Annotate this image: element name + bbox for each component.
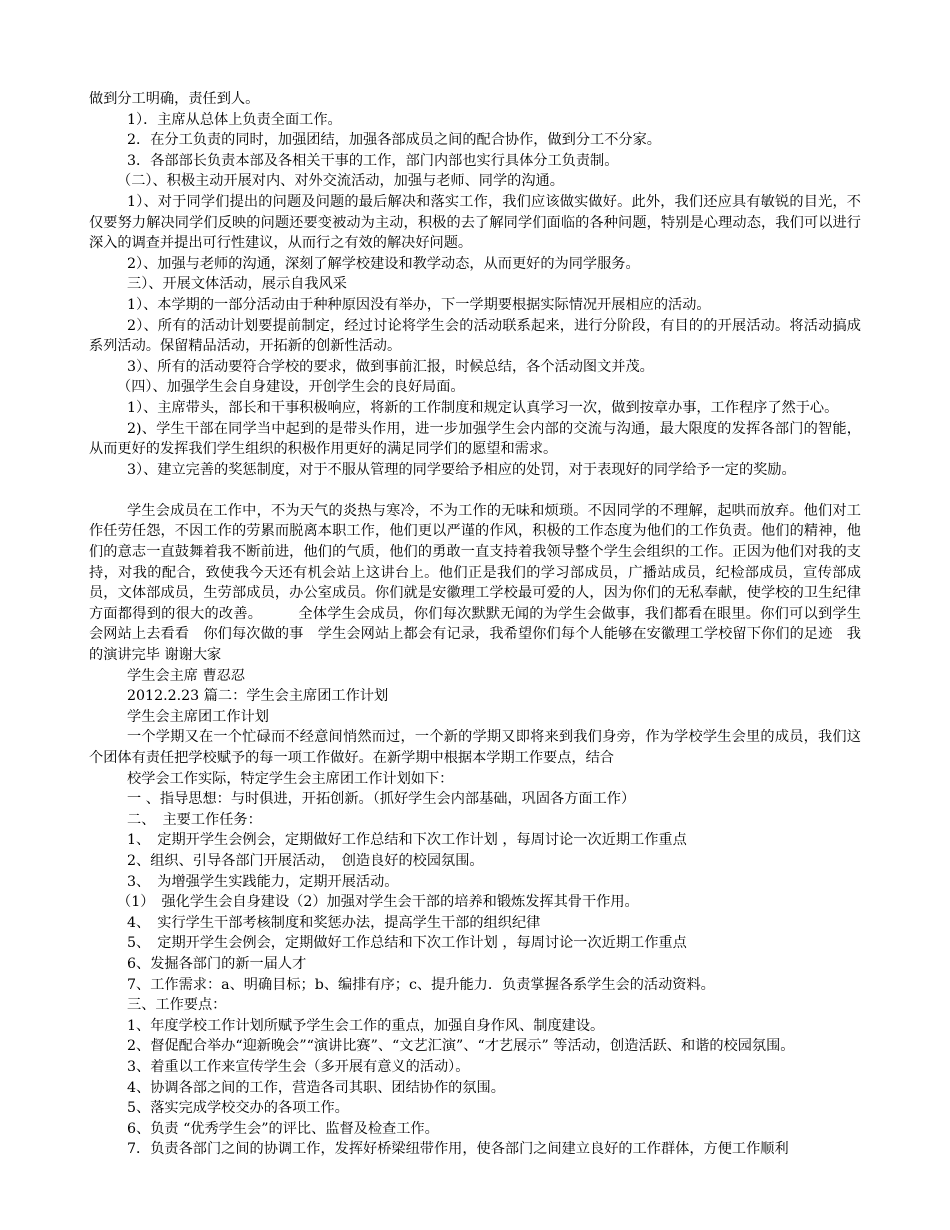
paragraph: 3．各部部长负责本部及各相关干事的工作，部门内部也实行具体分工负责制。: [127, 152, 619, 169]
paragraph: 6、发掘各部门的新一届人才: [127, 955, 307, 972]
blank-line: [89, 480, 861, 501]
paragraph: 4、 实行学生干部考核制度和奖惩办法，提高学生干部的组织纪律: [127, 914, 541, 931]
paragraph: 学生会主席团工作计划: [127, 708, 269, 725]
paragraph: 学生会主席 曹忍忍: [127, 667, 246, 684]
paragraph: 2、督促配合举办“迎新晚会”“演讲比赛”、“文艺汇演”、“才艺展示” 等活动，创造活跃、和谐的校园氛围。: [127, 1038, 795, 1055]
paragraph: 3、着重以工作来宣传学生会（多开展有意义的活动）。: [127, 1058, 470, 1075]
paragraph: 7．负责各部门之间的协调工作，发挥好桥梁纽带作用，使各部门之间建立良好的工作群体，方便工作顺利: [127, 1141, 789, 1158]
paragraph: 1）、本学期的一部分活动由于种种原因没有举办，下一学期要根据实际情况开展相应的活动。: [127, 296, 711, 313]
paragraph: 3、 为增强学生实践能力，定期开展活动。: [127, 873, 399, 890]
paragraph: 二、 主要工作任务：: [127, 811, 262, 828]
paragraph: 1）、对于同学们提出的问题及问题的最后解决和落实工作，我们应该做实做好。此外，我们还应具有敏锐的目光，不仅要努力解决同学们反映的问题还要变被动为主动，积极的去了解同学们面临的各种问题，特别是心理动态，我们可以进行深入的调查并提出可行性建议，从而行之有效的解决好问题。: [89, 193, 861, 252]
paragraph: 2、组织、引导各部门开展活动， 创造良好的校园氛围。: [127, 852, 484, 869]
paragraph: 4、协调各部之间的工作，营造各司其职、团结协作的氛围。: [127, 1079, 505, 1096]
paragraph: 2）、加强与老师的沟通，深刻了解学校建设和教学动态，从而更好的为同学服务。: [127, 255, 640, 272]
paragraph: 3）、所有的活动要符合学校的要求，做到事前汇报，时候总结，各个活动图文并茂。: [127, 358, 654, 375]
paragraph: 2)、学生干部在同学当中起到的是带头作用，进一步加强学生会内部的交流与沟通，最大限度的发挥各部门的智能，从而更好的发挥我们学生组织的积极作用更好的满足同学们的愿望和需求。: [89, 420, 861, 458]
paragraph: 5、落实完成学校交办的各项工作。: [127, 1100, 349, 1117]
paragraph: 5、 定期开学生会例会，定期做好工作总结和下次工作计划 ，每周讨论一次近期工作重点: [127, 935, 687, 952]
paragraph: 校学会工作实际，特定学生会主席团工作计划如下：: [127, 770, 454, 787]
paragraph: 1）、主席带头，部长和干事积极响应，将新的工作制度和规定认真学习一次，做到按章办事，工作程序了然于心。: [127, 399, 839, 416]
paragraph: 做到分工明确，责任到人。: [89, 91, 260, 107]
document-page: [89, 89, 861, 1160]
paragraph: 三）、开展文体活动，展示自我风采: [127, 276, 347, 293]
paragraph: 7、工作需求：a、明确目标；b、编排有序；c、提升能力．负责掌握各系学生会的活动资料。: [127, 976, 715, 993]
paragraph: 2．在分工负责的同时，加强团结，加强各部成员之间的配合协作，做到分工不分家。: [127, 132, 661, 149]
paragraph: 2）、所有的活动计划要提前制定，经过讨论将学生会的活动联系起来，进行分阶段，有目的的开展活动。将活动搞成系列活动。保留精品活动，开拓新的创新性活动。: [89, 317, 861, 355]
paragraph: （二）、积极主动开展对内、对外交流活动，加强与老师、同学的沟通。: [117, 173, 564, 190]
paragraph: （1） 强化学生会自身建设（2）加强对学生会干部的培养和锻炼发挥其骨干作用。: [117, 894, 639, 911]
paragraph: 1、 定期开学生会例会，定期做好工作总结和下次工作计划 ，每周讨论一次近期工作重点: [127, 832, 687, 849]
paragraph: 2012.2.23 篇二：学生会主席团工作计划: [127, 688, 389, 705]
paragraph: 6、负责 “优秀学生会”的评比、监督及检查工作。: [127, 1120, 439, 1137]
paragraph: 1）．主席从总体上负责全面工作。: [127, 111, 342, 128]
paragraph: 1、年度学校工作计划所赋予学生会工作的重点，加强自身作风、制度建设。: [127, 1017, 605, 1034]
paragraph: （四）、加强学生会自身建设，开创学生会的良好局面。: [117, 379, 465, 396]
paragraph: 3）、建立完善的奖惩制度，对于不服从管理的同学要给予相应的处罚，对于表现好的同学给予一定的奖励。: [127, 461, 796, 478]
paragraph: 一 、指导思想：与时俱进，开拓创新。（抓好学生会内部基础，巩固各方面工作）: [127, 791, 636, 808]
paragraph: 学生会成员在工作中，不为天气的炎热与寒冷，不为工作的无味和烦琐。不因同学的不理解，起哄而放弃。他们对工作任劳任怨，不因工作的劳累而脱离本职工作，他们更以严谨的作风，积极的工作态度为他们的工作负责。他们的精神，他们的意志一直鼓舞着我不断前进，他们的气质，他们的勇敢一直支持着我领导整个学生会组织的工作。正因为他们对我的支持，对我的配合，致使我今天还有机会站上这讲台上。他们正是我们的学习部成员，广播站成员，纪检部成员，宣传部成员，文体部成员，生劳部成员，办公室成员。你们就是安徽理工学校最可爱的人，因为你们的无私奉献，使学校的卫生纪律方面都得到的很大的改善。 全体学生会成员，你们每次默默无闻的为学生会做事，我们都看在眼里。你们可以到学生会网站上去看看 你们每次做的事 学生会网站上都会有记录，我希望你们每个人能够在安徽理工学校留下你们的足迹 我的演讲完毕 谢谢大家: [89, 502, 861, 664]
paragraph: 三、工作要点：: [127, 997, 227, 1014]
paragraph: 一个学期又在一个忙碌而不经意间悄然而过，一个新的学期又即将来到我们身旁，作为学校学生会里的成员，我们这个团体有责任把学校赋予的每一项工作做好。在新学期中根据本学期工作要点，结合: [89, 729, 861, 766]
